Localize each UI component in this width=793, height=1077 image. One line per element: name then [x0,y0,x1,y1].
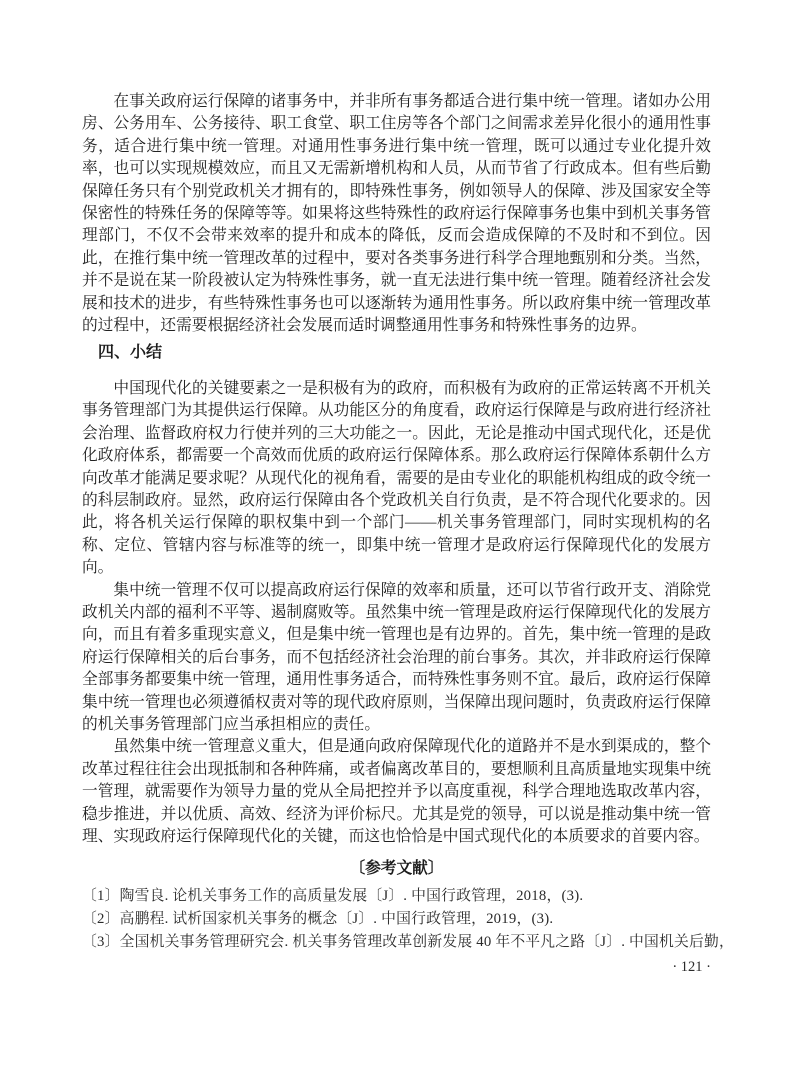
references-heading: 〔参考文献〕 [349,860,444,878]
paragraph-summary-3: 虽然集中统一管理意义重大，但是通向政府保障现代化的道路并不是水到渠成的，整个改革过程往往会出现抵制和各种阵痛，或者偏离改革目的，要想顺利且高质量地实现集中统一管理，就需要作为领导力量的党从全局把控并予以高度重视，科学合理地选取改革内容，稳步推进，并以优质、高效、经济为评价标尺。尤其是党的领导，可以说是推动集中统一管理、实现政府运行保障现代化的关键，而这也恰恰是中国式现代化的本质要求的首要内容。 [82,738,711,845]
reference-item-3: 〔3〕全国机关事务管理研究会. 机关事务管理改革创新发展 40 年不平凡之路〔J〕. 中国机关后勤， [82,933,735,950]
page-number: · 121 · [672,958,711,975]
paragraph-summary-1: 中国现代化的关键要素之一是积极有为的政府，而积极有为政府的正常运转离不开机关事务管理部门为其提供运行保障。从功能区分的角度看，政府运行保障是与政府进行经济社会治理、监督政府权力行使并列的三大功能之一。因此，无论是推动中国式现代化，还是优化政府体系，都需要一个高效而优质的政府运行保障体系。那么政府运行保障体系朝什么方向改革才能满足要求呢？从现代化的视角看，需要的是由专业化的职能机构组成的政令统一的科层制政府。显然，政府运行保障由各个党政机关自行负责，是不符合现代化要求的。因此，将各机关运行保障的职权集中到一个部门——机关事务管理部门，同时实现机构的名称、定位、管辖内容与标准等的统一，即集中统一管理才是政府运行保障现代化的发展方向。 [82,379,711,577]
reference-item-2: 〔2〕高鹏程. 试析国家机关事务的概念〔J〕. 中国行政管理，2019，(3). [82,910,554,927]
paragraph-pre-section: 在事关政府运行保障的诸事务中，并非所有事务都适合进行集中统一管理。诸如办公用房、公务用车、公务接待、职工食堂、职工住房等各个部门之间需求差异化很小的通用性事务，适合进行集中统一管理。对通用性事务进行集中统一管理，既可以通过专业化提升效率，也可以实现规模效应，而且又无需新增机构和人员，从而节省了行政成本。但有些后勤保障任务只有个别党政机关才拥有的，即特殊性事务，例如领导人的保障、涉及国家安全等保密性的特殊任务的保障等等。如果将这些特殊性的政府运行保障事务也集中到机关事务管理部门，不仅不会带来效率的提升和成本的降低，反而会造成保障的不及时和不到位。因此，在推行集中统一管理改革的过程中，要对各类事务进行科学合理地甄别和分类。当然，并不是说在某一阶段被认定为特殊性事务，就一直无法进行集中统一管理。随着经济社会发展和技术的进步，有些特殊性事务也可以逐渐转为通用性事务。所以政府集中统一管理改革的过程中，还需要根据经济社会发展而适时调整通用性事务和特殊性事务的边界。 [82,93,711,335]
paragraph-summary-2: 集中统一管理不仅可以提高政府运行保障的效率和质量，还可以节省行政开支、消除党政机关内部的福利不平等、遏制腐败等。虽然集中统一管理是政府运行保障现代化的发展方向，而且有着多重现实意义，但是集中统一管理也是有边界的。首先，集中统一管理的是政府运行保障相关的后台事务，而不包括经济社会治理的前台事务。其次，并非政府运行保障全部事务都要集中统一管理，通用性事务适合，而特殊性事务则不宜。最后，政府运行保障集中统一管理也必须遵循权责对等的现代政府原则，当保障出现问题时，负责政府运行保障的机关事务管理部门应当承担相应的责任。 [82,581,711,733]
reference-item-1: 〔1〕陶雪良. 论机关事务工作的高质量发展〔J〕. 中国行政管理，2018，(3). [82,887,584,904]
section-heading: 四、小结 [98,344,163,362]
references-list [82,885,735,954]
